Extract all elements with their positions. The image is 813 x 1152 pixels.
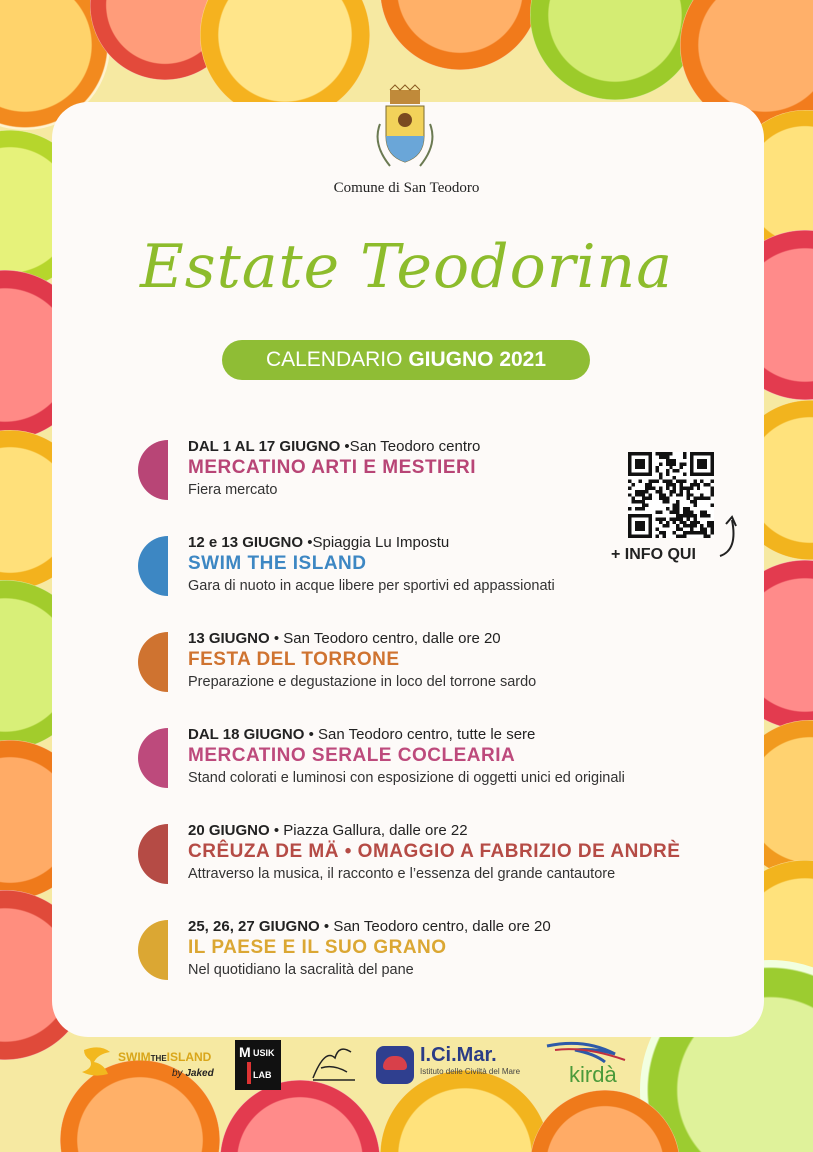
event-date: DAL 18 GIUGNO	[188, 726, 305, 743]
wave-icon	[545, 1040, 640, 1064]
event-title: MERCATINO SERALE COCLEARIA	[188, 745, 516, 766]
municipality-crest-icon	[370, 84, 440, 174]
event-date: DAL 1 AL 17 GIUGNO	[188, 438, 341, 455]
page-title: Estate Teodorina	[140, 232, 673, 302]
icimar-emblem-icon	[376, 1046, 414, 1084]
calendar-badge	[222, 340, 590, 380]
event-description: Nel quotidiano la sacralità del pane	[188, 962, 414, 978]
icimar-logo: I.Ci.Mar. Istituto delle Civiltà del Mare	[420, 1044, 521, 1076]
event-date: 13 GIUGNO	[188, 630, 270, 647]
event-description: Stand colorati e luminosi con esposizione di oggetti unici ed originali	[188, 770, 625, 786]
event-description: Preparazione e degustazione in loco del torrone sardo	[188, 674, 537, 690]
calendar-month: GIUGNO 2021	[408, 348, 547, 371]
event-place: • Piazza Gallura, dalle ore 22	[269, 822, 468, 839]
swim-the-island-logo: SWIMTHEISLAND by Jaked	[80, 1040, 215, 1088]
event-title: IL PAESE E IL SUO GRANO	[188, 937, 447, 958]
swimmer-icon	[80, 1042, 114, 1084]
event-date: 20 GIUGNO	[188, 822, 270, 839]
sponsor-logos	[0, 1030, 813, 1100]
event-title: CRÊUZA DE MÄ • OMAGGIO A FABRIZIO DE ANDRÈ	[188, 841, 681, 862]
event-title: FESTA DEL TORRONE	[188, 649, 400, 670]
calligraphy-logo-icon	[305, 1038, 361, 1088]
event-place: •San Teodoro centro	[340, 438, 481, 455]
event-title: MERCATINO ARTI E MESTIERI	[188, 457, 476, 478]
event-place: •Spiaggia Lu Impostu	[303, 534, 450, 551]
qr-code-icon[interactable]	[628, 452, 714, 538]
event-place: • San Teodoro centro, tutte le sere	[304, 726, 536, 743]
kirda-logo: kirdà	[545, 1040, 640, 1090]
municipality-name: Comune di San Teodoro	[333, 180, 480, 196]
musik-lab-logo: M USIK LAB	[235, 1040, 281, 1090]
calendar-prefix: CALENDARIO	[265, 348, 403, 371]
event-description: Gara di nuoto in acque libere per sportivi ed appassionati	[188, 578, 555, 594]
event-place: • San Teodoro centro, dalle ore 20	[319, 918, 551, 935]
event-description: Attraverso la musica, il racconto e l’essenza del grande cantautore	[188, 866, 616, 882]
info-link[interactable]: + INFO QUI	[611, 546, 696, 563]
event-title: SWIM THE ISLAND	[188, 553, 367, 574]
event-date: 25, 26, 27 GIUGNO	[188, 918, 320, 935]
event-date: 12 e 13 GIUGNO	[188, 534, 304, 551]
curved-arrow-icon	[716, 514, 742, 560]
event-description: Fiera mercato	[188, 482, 278, 498]
event-place: • San Teodoro centro, dalle ore 20	[269, 630, 501, 647]
